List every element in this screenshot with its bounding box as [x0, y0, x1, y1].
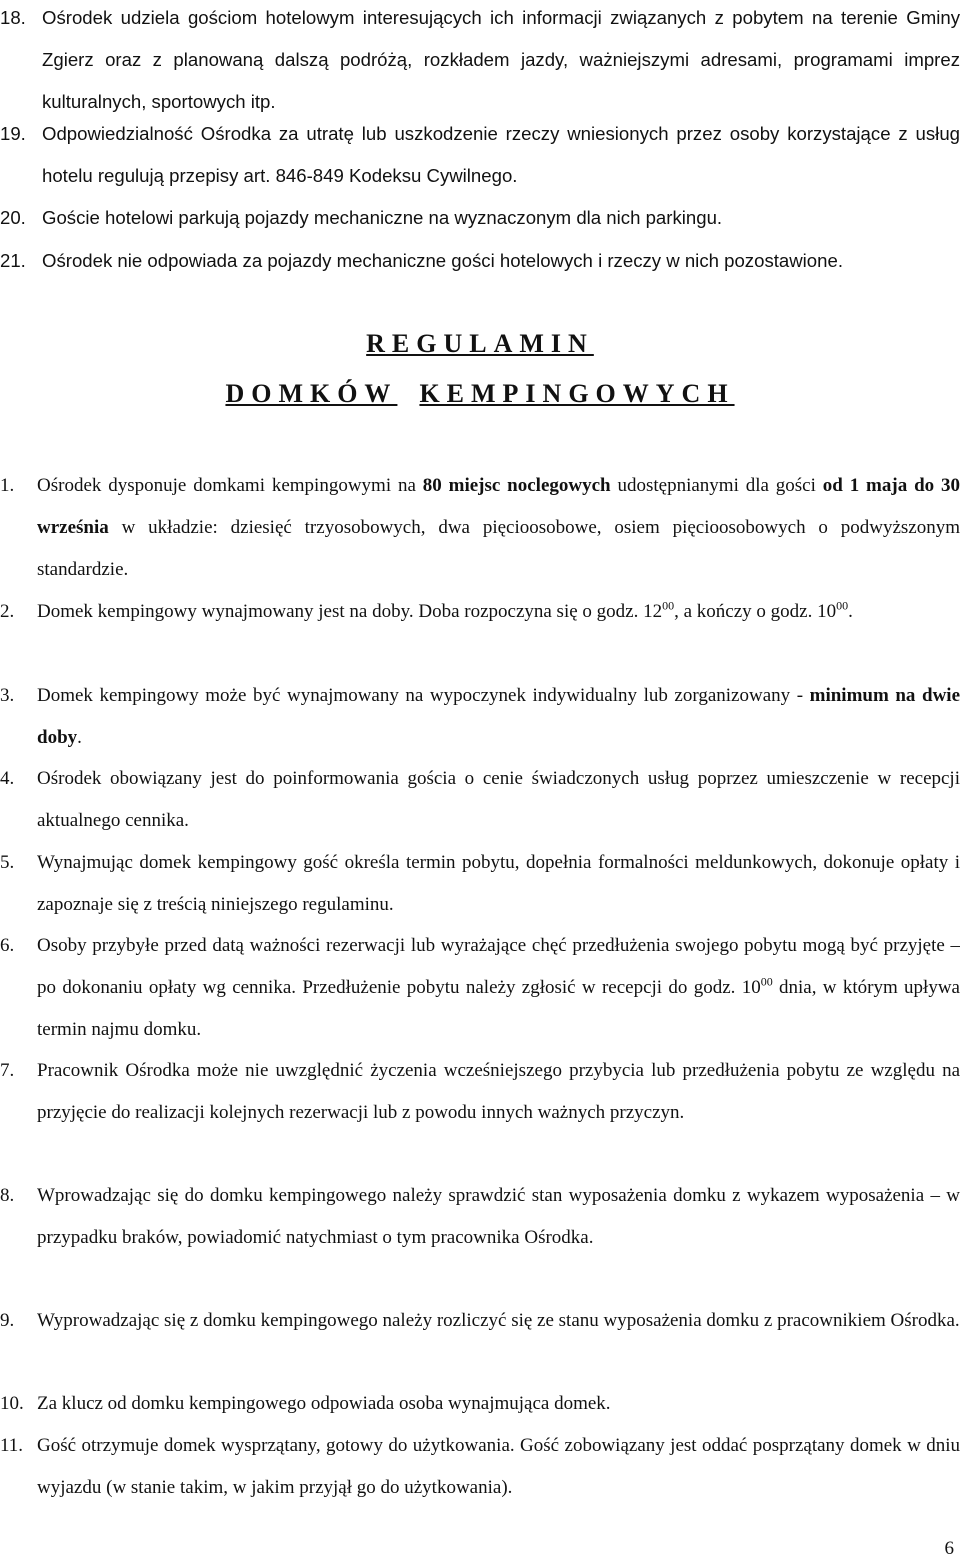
item-number: 9. — [0, 1310, 15, 1331]
item-text: Odpowiedzialność Ośrodka za utratę lub uszkodzenie rzeczy wniesionych przez osoby korzystające z usług hotelu regulują przepisy art. 846-849 Kodeksu Cywilnego. — [42, 123, 960, 186]
item-text: Gość otrzymuje domek wysprzątany, gotowy do użytkowania. Gość zobowiązany jest oddać posprzątany domek w dniu wyjazdu (w stanie takim, w jakim przyjął go do użytkowania). — [37, 1435, 960, 1498]
rule-item-19 — [0, 113, 960, 197]
item-number: 4. — [0, 768, 15, 789]
page-number: 6 — [944, 1538, 954, 1559]
rule-item-1 — [0, 465, 960, 591]
item-number: 21. — [0, 250, 26, 271]
item-number: 19. — [0, 123, 26, 144]
heading-word-1: DOMKÓW — [225, 379, 398, 408]
season-dates: od 1 maja do 30 września — [37, 475, 960, 538]
item-text: Wyprowadzając się z domku kempingowego należy rozliczyć się ze stanu wyposażenia domku z pracownikiem Ośrodka. — [37, 1310, 960, 1331]
rule-item-11 — [0, 1425, 960, 1509]
places-count: 80 miejsc noclegowych — [422, 475, 611, 496]
section-heading-line-2 — [0, 379, 960, 409]
minimum-stay: minimum na dwie doby — [37, 685, 960, 748]
item-text: Ośrodek obowiązany jest do poinformowania gościa o cenie świadczonych usług poprzez umieszczenie w recepcji aktualnego cennika. — [37, 768, 960, 831]
item-number: 20. — [0, 207, 26, 228]
item-text: Ośrodek dysponuje domkami kempingowymi na 80 miejsc noclegowych udostępnianymi dla gości od 1 maja do 30 września w układzie: dziesięć trzyosobowych, dwa pięcioosobowe, osiem pięcioosobowych o podwyższonym standardzie. — [37, 475, 960, 580]
item-text: Wynajmując domek kempingowy gość określa termin pobytu, dopełnia formalności meldunkowych, dokonuje opłaty i zapoznaje się z treścią niniejszego regulaminu. — [37, 852, 960, 915]
rule-item-6 — [0, 925, 960, 1051]
item-number: 18. — [0, 7, 26, 28]
item-number: 11. — [0, 1435, 24, 1456]
rule-item-3 — [0, 675, 960, 759]
rule-item-10 — [0, 1383, 960, 1425]
item-text: Domek kempingowy może być wynajmowany na wypoczynek indywidualny lub zorganizowany - minimum na dwie doby. — [37, 685, 960, 748]
item-number: 5. — [0, 852, 15, 873]
item-text: Osoby przybyłe przed datą ważności rezerwacji lub wyrażające chęć przedłużenia swojego pobytu mogą być przyjęte – po dokonaniu opłaty wg cennika. Przedłużenie pobytu należy zgłosić w recepcji do godz. $10^{00}$ dnia, w którym upływa termin najmu domku. — [37, 935, 960, 1040]
item-number: 10. — [0, 1393, 24, 1414]
rule-item-9 — [0, 1300, 960, 1342]
item-text: Domek kempingowy wynajmowany jest na doby. Doba rozpoczyna się o godz. $12^{00}$, a kończy o godz. $10^{00}$. — [37, 598, 853, 622]
heading-word-2: KEMPINGOWYCH — [419, 379, 735, 408]
item-text: Wprowadzając się do domku kempingowego należy sprawdzić stan wyposażenia domku z wykazem wyposażenia – w przypadku braków, powiadomić natychmiast o tym pracownika Ośrodka. — [37, 1185, 960, 1248]
rule-item-4 — [0, 758, 960, 842]
rule-item-21 — [0, 240, 960, 282]
rule-item-18 — [0, 0, 960, 123]
item-number: 6. — [0, 935, 15, 956]
item-number: 3. — [0, 685, 15, 706]
item-text: Goście hotelowi parkują pojazdy mechaniczne na wyznaczonym dla nich parkingu. — [42, 207, 723, 228]
item-number: 8. — [0, 1185, 15, 1206]
section-heading-line-1: REGULAMIN — [366, 329, 594, 358]
item-number: 7. — [0, 1060, 15, 1081]
item-number: 1. — [0, 475, 15, 496]
rule-item-2 — [0, 591, 960, 633]
item-text: Za klucz od domku kempingowego odpowiada osoba wynajmująca domek. — [37, 1393, 611, 1414]
rule-item-8 — [0, 1175, 960, 1259]
rule-item-5 — [0, 842, 960, 926]
item-text: Ośrodek nie odpowiada za pojazdy mechaniczne gości hotelowych i rzeczy w nich pozostawione. — [42, 250, 843, 271]
rule-item-20 — [0, 197, 960, 239]
rule-item-7 — [0, 1050, 960, 1134]
item-number: 2. — [0, 601, 15, 622]
item-text: Pracownik Ośrodka może nie uwzględnić życzenia wcześniejszego przybycia lub przedłużenia pobytu ze względu na przyjęcie do realizacji kolejnych rezerwacji lub z powodu innych ważnych przyczyn. — [37, 1060, 960, 1123]
item-text: Ośrodek udziela gościom hotelowym interesujących ich informacji związanych z pobytem na terenie Gminy Zgierz oraz z planowaną dalszą podróżą, rozkładem jazdy, ważniejszymi adresami, programami imprez kulturalnych, sportowych itp. — [42, 7, 960, 112]
